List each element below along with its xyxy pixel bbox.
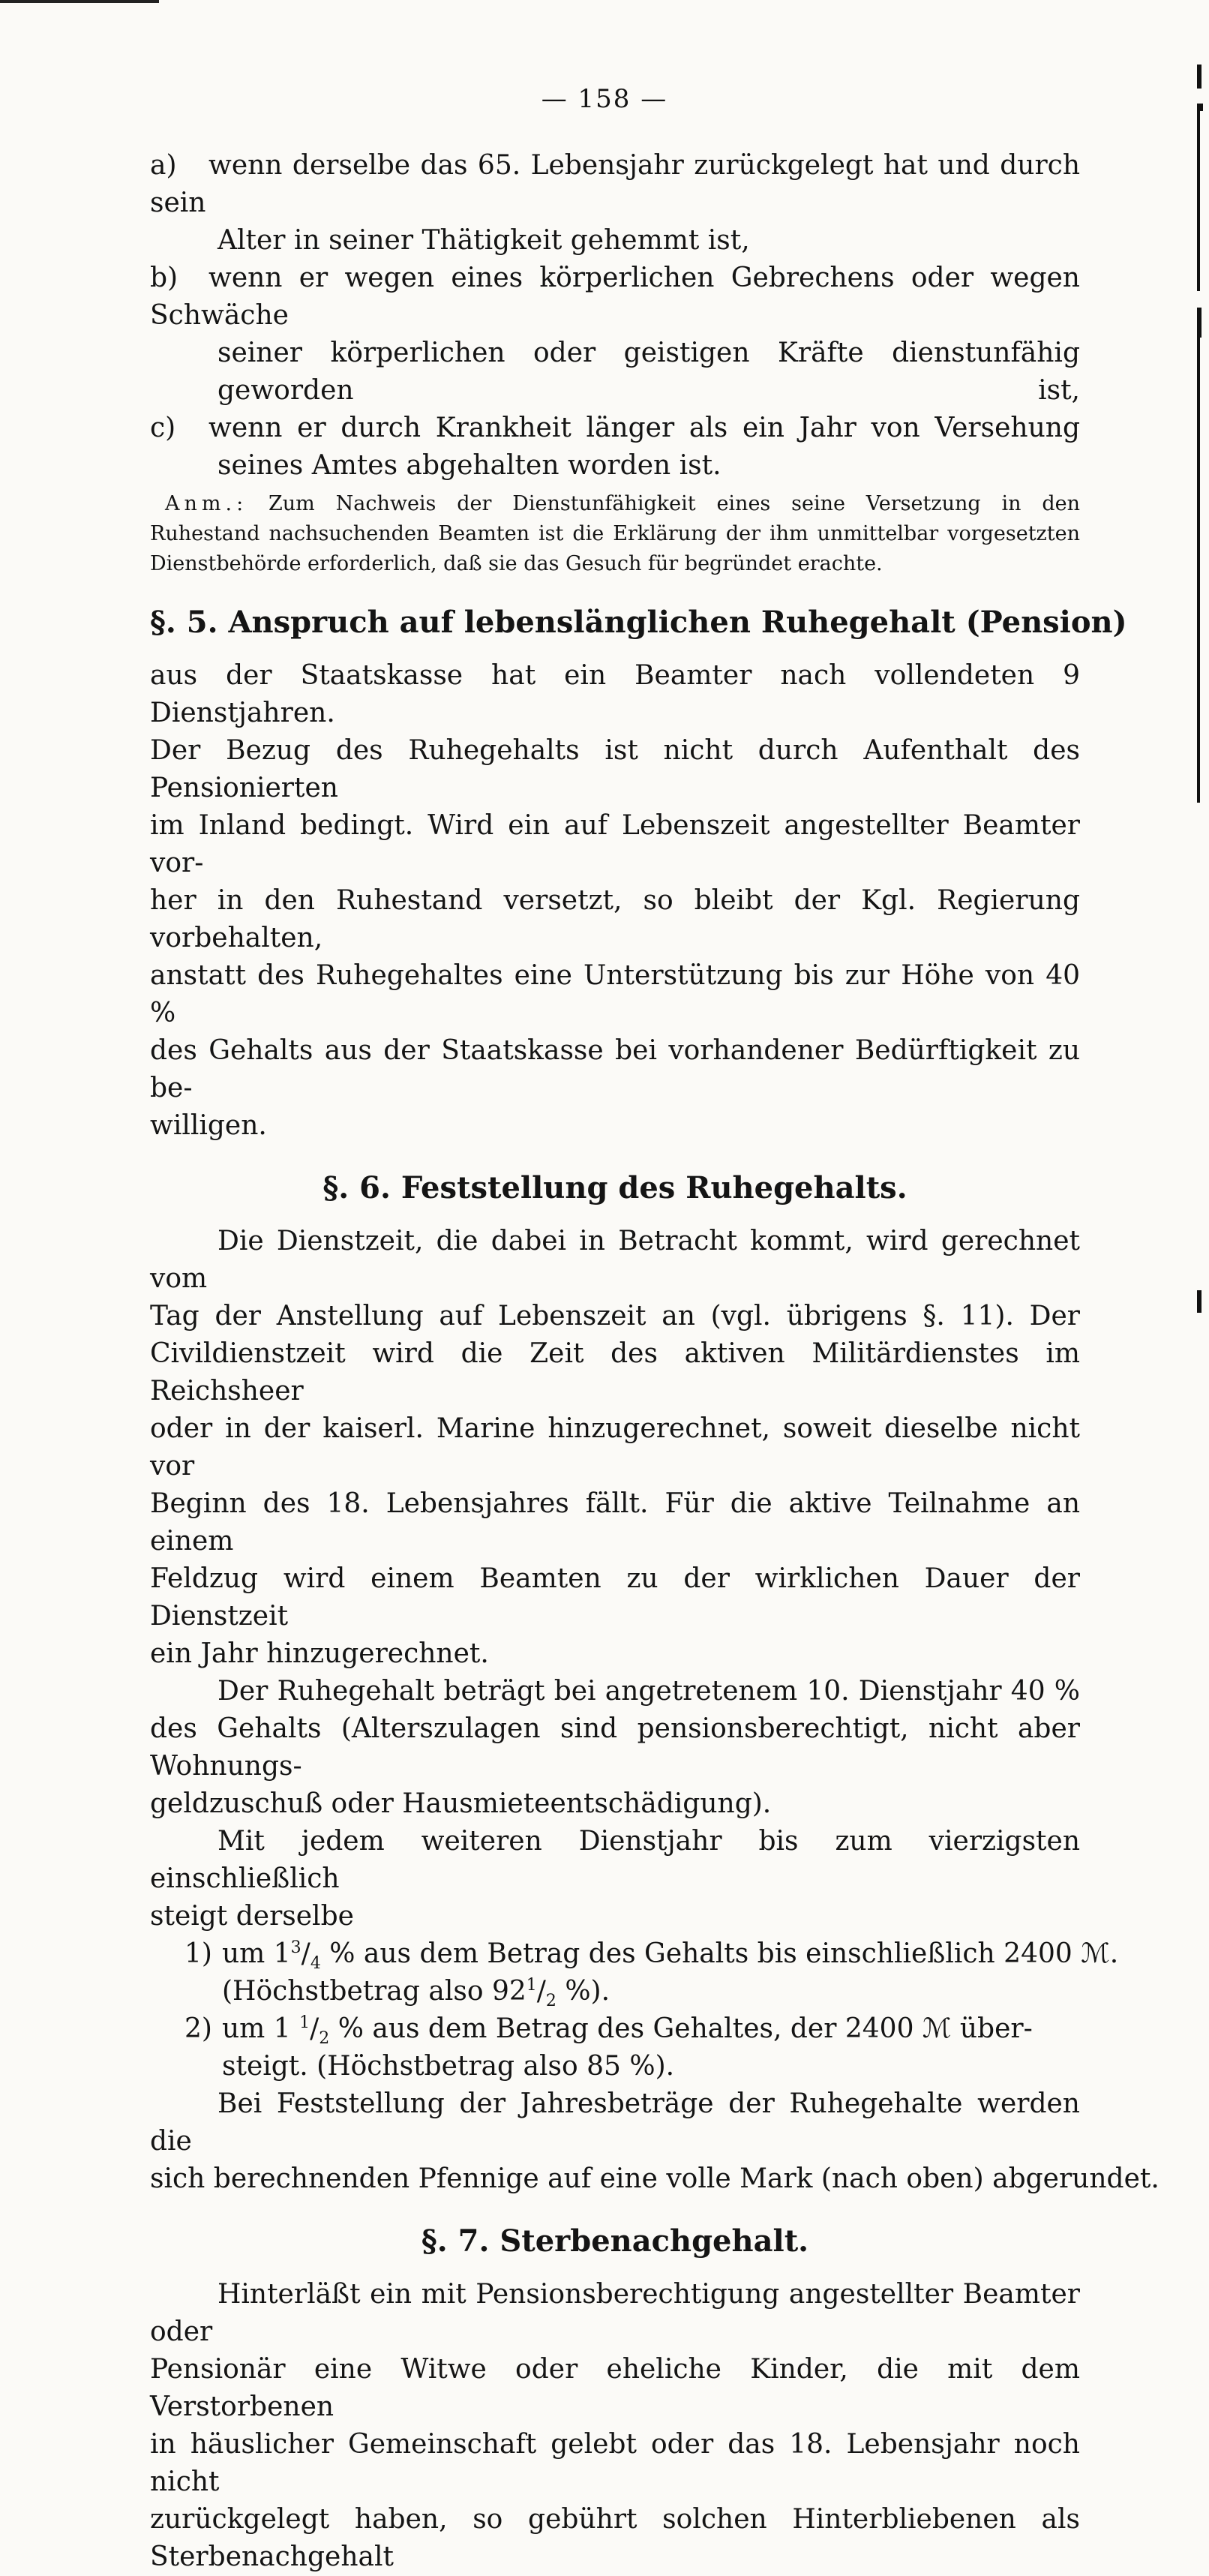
s7-line: Hinterläßt ein mit Pensionsberechtigung angestellter Beamter oder: [150, 2279, 1080, 2347]
section-7-heading: §. 7. Sterbenachgehalt.: [421, 2223, 809, 2259]
rate-item-1-cont: (Höchstbetrag also $92^1/_2$ %).: [222, 1976, 610, 2011]
note-line-3: Dienstbehörde erforderlich, daß sie das Gesuch für begründet erachte.: [150, 552, 883, 575]
rate-2-post: % aus dem Betrag des Gehaltes, der 2400 ℳ über-: [329, 2013, 1033, 2044]
s5-line: her in den Ruhestand versetzt, so bleibt der Kgl. Regierung vorbehalten,: [150, 885, 1080, 953]
section-6-paragraph-3: [150, 1823, 1080, 1935]
s7-line: zurückgelegt haben, so gebührt solchen Hinterbliebenen als Sterbenachgehalt: [150, 2504, 1080, 2572]
s5-line: Der Bezug des Ruhegehalts ist nicht durch Aufenthalt des Pensionierten: [150, 735, 1080, 803]
s6-p2-line-last: geldzuschuß oder Hausmieteentschädigung).: [150, 1788, 772, 1819]
s6-p2-line: Der Ruhegehalt beträgt bei angetretenem 10. Dienstjahr 40 %: [218, 1676, 1080, 1707]
section-6-paragraph-4: [150, 2085, 1160, 2198]
note-line-2: Ruhestand nachsuchenden Beamten ist die Erklärung der ihm unmittelbar vorgesetzten: [150, 522, 1080, 545]
s6-line: Civildienstzeit wird die Zeit des aktiven Militärdienstes im Reichsheer: [150, 1338, 1080, 1407]
rate-1-post: % aus dem Betrag des Gehalts bis einschließlich 2400 ℳ.: [320, 1938, 1119, 1969]
s6-line: Feldzug wird einem Beamten zu der wirklichen Dauer der Dienstzeit: [150, 1563, 1080, 1632]
rate-list: [150, 1935, 1119, 2085]
rate-1-num: 3: [290, 1938, 302, 1957]
rate-item-2-cont: steigt. (Höchstbetrag also 85 %).: [222, 2051, 675, 2082]
list-label-c: c): [150, 413, 176, 443]
s5-line: im Inland bedingt. Wird ein auf Lebenszeit angestellter Beamter vor-: [150, 810, 1080, 878]
note-line-1: Zum Nachweis der Dienstunfähigkeit eines seine Versetzung in den: [268, 492, 1080, 515]
list-label-b: b): [150, 263, 178, 293]
scan-edge-mark: [1197, 1290, 1202, 1313]
s6-p3-line-last: steigt derselbe: [150, 1901, 354, 1932]
rate-label-1: 1): [184, 1938, 212, 1969]
scan-edge-mark: [1197, 338, 1200, 803]
section-7-paragraph: [150, 2276, 1080, 2576]
rate-1-pre: um 1: [222, 1938, 291, 1969]
rate-label-2: 2): [184, 2013, 212, 2044]
list-top: [150, 147, 1080, 485]
list-item-c: [150, 410, 1080, 447]
section-5-paragraph: [150, 657, 1080, 1145]
s5-line: aus der Staatskasse hat ein Beamter nach vollendeten 9 Dienstjahren.: [150, 660, 1080, 728]
page-body: [150, 147, 1160, 2576]
rate-item-2: 2) um 1 $^1/_2$ % aus dem Betrag des Gehaltes, der 2400 ℳ über-: [150, 2010, 1080, 2048]
section-6-paragraph-2: [150, 1673, 1080, 1823]
rate-1-cont-pre: (Höchstbetrag also 92: [222, 1976, 526, 2007]
s6-p4-line-last: sich berechnenden Pfennige auf eine volle Mark (nach oben) abgerundet.: [150, 2163, 1160, 2194]
scan-edge-mark: [1197, 111, 1200, 291]
list-text-a-1: wenn derselbe das 65. Lebensjahr zurückgelegt hat und durch sein: [150, 150, 1080, 218]
list-text-b-2: seiner körperlichen oder geistigen Kräfte dienstunfähig geworden ist,: [218, 338, 1080, 406]
s6-line: Die Dienstzeit, die dabei in Betracht kommt, wird gerechnet vom: [150, 1226, 1080, 1294]
note-label: Anm.:: [165, 492, 248, 515]
rate-2-num: 1: [299, 2013, 310, 2032]
s6-line-last: ein Jahr hinzugerechnet.: [150, 1638, 489, 1669]
list-text-c-2: seines Amtes abgehalten worden ist.: [218, 450, 722, 481]
scan-edge-mark: [1197, 308, 1202, 338]
s6-line: Beginn des 18. Lebensjahres fällt. Für die aktive Teilnahme an einem: [150, 1488, 1080, 1557]
rate-1-cont-num: 1: [526, 1976, 537, 1995]
rate-2-pre: um 1: [222, 2013, 300, 2044]
s6-line: Tag der Anstellung auf Lebenszeit an (vgl. übrigens §. 11). Der: [150, 1301, 1080, 1332]
s6-line: oder in der kaiserl. Marine hinzugerechnet, soweit dieselbe nicht vor: [150, 1413, 1080, 1482]
s6-p3-line: Mit jedem weiteren Dienstjahr bis zum vierzigsten einschließlich: [150, 1826, 1080, 1894]
list-text-b-1: wenn er wegen eines körperlichen Gebrechens oder wegen Schwäche: [150, 263, 1080, 331]
s5-line-last: willigen.: [150, 1110, 267, 1141]
list-text-a-2: Alter in seiner Thätigkeit gehemmt ist,: [218, 225, 750, 256]
list-item-a: [150, 147, 1080, 222]
section-5-heading: §. 5. Anspruch auf lebenslänglichen Ruhegehalt (Pension): [150, 605, 1127, 640]
rate-2-den: 2: [319, 2029, 330, 2049]
section-6-paragraph-1: [150, 1223, 1080, 1673]
list-text-c-1: wenn er durch Krankheit länger als ein Jahr von Versehung: [208, 413, 1080, 443]
rate-1-den: 4: [310, 1954, 321, 1974]
annotation-note: [150, 489, 1080, 579]
rate-1-cont-den: 2: [545, 1992, 556, 2011]
s6-p2-line: des Gehalts (Alterszulagen sind pensionsberechtigt, nicht aber Wohnungs-: [150, 1713, 1080, 1782]
rate-item-1: 1) um $1^3/_4$ % aus dem Betrag des Gehalts bis einschließlich 2400 ℳ.: [150, 1935, 1080, 1973]
rate-1-cont-post: %).: [556, 1976, 610, 2007]
s6-p4-line: Bei Feststellung der Jahresbeträge der Ruhegehalte werden die: [150, 2088, 1080, 2157]
s5-line: des Gehalts aus der Staatskasse bei vorhandener Bedürftigkeit zu be-: [150, 1035, 1080, 1103]
top-rule: [0, 0, 159, 3]
list-item-b: [150, 260, 1080, 335]
s7-line: in häuslicher Gemeinschaft gelebt oder das 18. Lebensjahr noch nicht: [150, 2429, 1080, 2497]
page-number: — 158 —: [541, 84, 668, 114]
list-label-a: a): [150, 150, 177, 181]
s7-line: Pensionär eine Witwe oder eheliche Kinder, die mit dem Verstorbenen: [150, 2354, 1080, 2422]
scan-edge-mark: [1197, 104, 1203, 111]
scan-edge-mark: [1197, 65, 1202, 89]
s5-line: anstatt des Ruhegehaltes eine Unterstützung bis zur Höhe von 40 %: [150, 960, 1080, 1028]
section-6-heading: §. 6. Feststellung des Ruhegehalts.: [322, 1170, 908, 1205]
